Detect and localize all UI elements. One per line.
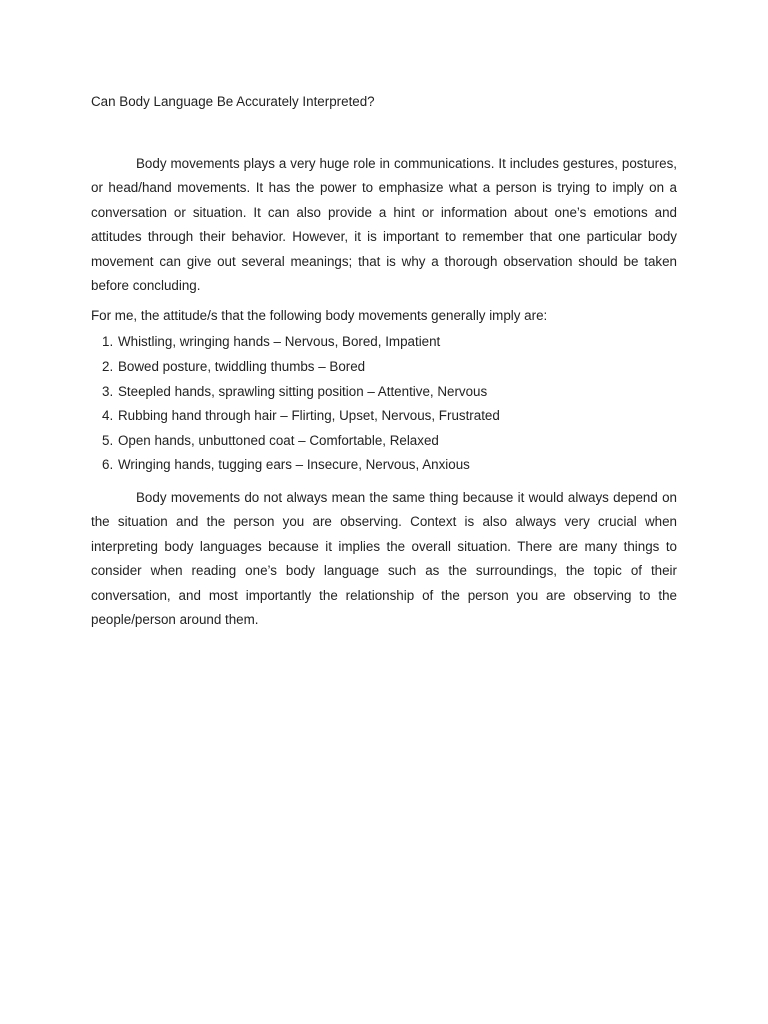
list-item-number: 1. — [102, 334, 114, 350]
list-item-text: Wringing hands, tugging ears – Insecure, Nervous, Anxious — [118, 457, 470, 473]
list-item-text: Open hands, unbuttoned coat – Comfortable, Relaxed — [118, 432, 439, 448]
list-item — [91, 330, 677, 355]
document-title: Can Body Language Be Accurately Interpreted? — [91, 94, 375, 109]
attitude-list — [91, 330, 677, 478]
paragraph-body-movements: Body movements plays a very huge role in communications. It includes gestures, postures, or head/hand movements. It has the power to emphasize what a person is trying to imply on a conversation or situation. It can also provide a hint or information about one’s emotions and attitudes through their behavior. However, it is important to remember that one particular body movement can give out several meanings; that is why a thorough observation should be taken before concluding. — [91, 156, 677, 294]
list-item — [91, 380, 677, 405]
list-item-number: 5. — [102, 432, 114, 448]
list-item — [91, 453, 677, 478]
paragraph-context: Body movements do not always mean the same thing because it would always depend on the situation and the person you are observing. Context is also always very crucial when interpreting body languages because it implies the overall situation. There are many things to consider when reading one’s body language such as the surroundings, the topic of their conversation, and most importantly the relationship of the person you are observing to the people/person around them. — [91, 490, 677, 628]
list-item-number: 2. — [102, 359, 114, 375]
list-item — [91, 404, 677, 429]
list-item-number: 3. — [102, 383, 114, 399]
list-item-number: 6. — [102, 457, 114, 473]
list-item-text: Rubbing hand through hair – Flirting, Upset, Nervous, Frustrated — [118, 408, 500, 424]
list-item-text: Bowed posture, twiddling thumbs – Bored — [118, 359, 366, 375]
list-item — [91, 355, 677, 380]
list-item — [91, 429, 677, 454]
list-item-text: Steepled hands, sprawling sitting position – Attentive, Nervous — [118, 383, 488, 399]
list-item-number: 4. — [102, 408, 114, 424]
list-item-text: Whistling, wringing hands – Nervous, Bored, Impatient — [118, 334, 441, 350]
list-intro: For me, the attitude/s that the following body movements generally imply are: — [91, 308, 548, 324]
document-body — [91, 92, 677, 632]
